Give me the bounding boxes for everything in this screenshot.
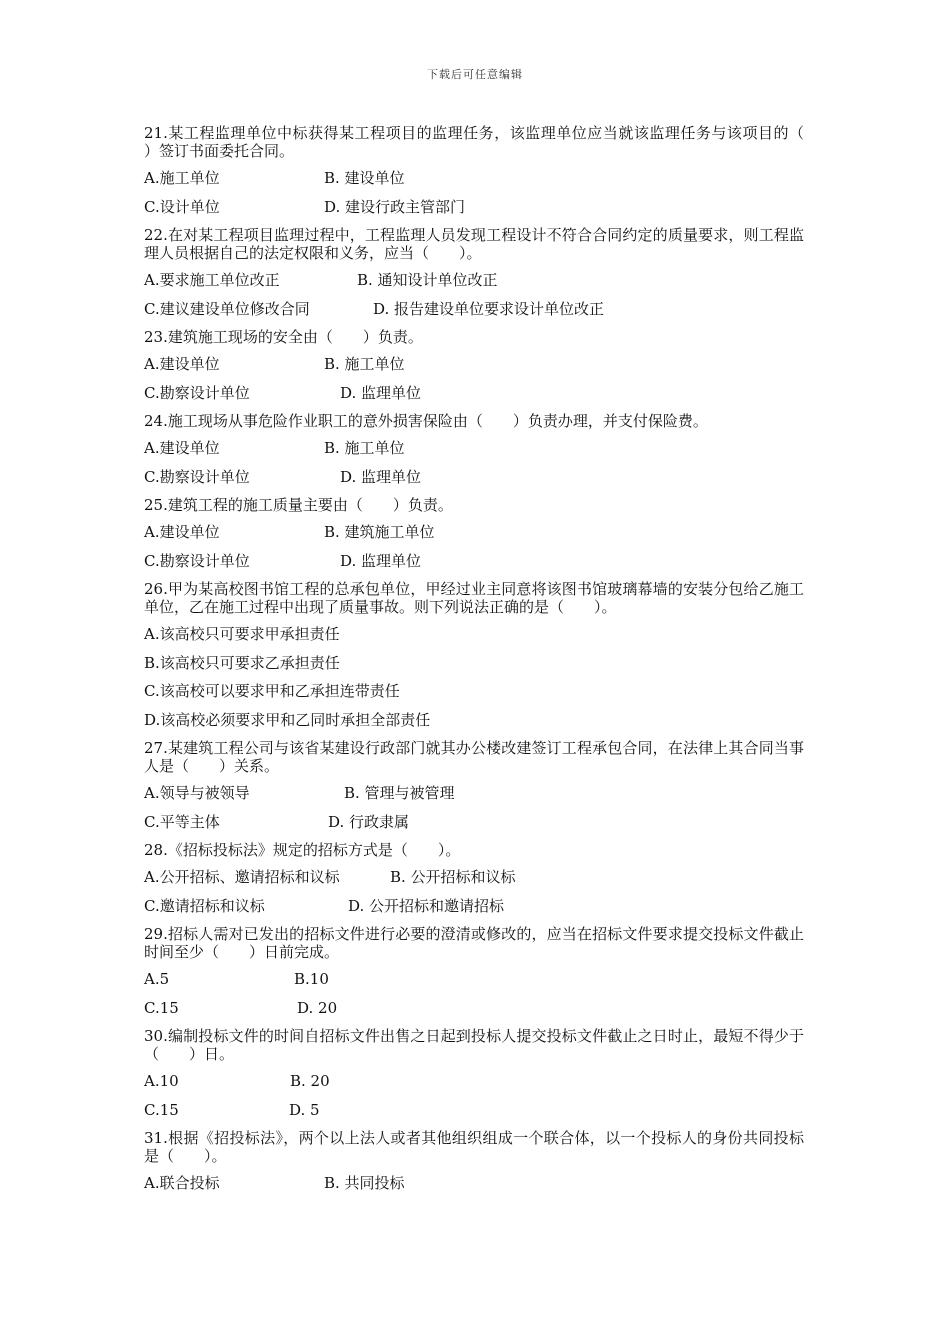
question-text: 31.根据《招投标法》，两个以上法人或者其他组织组成一个联合体，以一个投标人的身份共同投标是（ ）。 [144,1129,804,1165]
option-item: D.该高校必须要求甲和乙同时承担全部责任 [144,710,431,729]
option-row [144,654,804,672]
option-item: D. 报告建设单位要求设计单位改正 [373,299,605,318]
option-item: C.该高校可以要求甲和乙承担连带责任 [144,682,400,700]
option-item: C.15 [144,998,179,1017]
question-text: 30.编制投标文件的时间自招标文件出售之日起到投标人提交投标文件截止之日时止，最短不得少于（ ）日。 [144,1027,804,1063]
question-21 [144,124,835,216]
option-item: B. 共同投标 [324,1174,405,1192]
option-item: B. 公开招标和议标 [390,868,516,886]
question-text: 29.招标人需对已发出的招标文件进行必要的澄清或修改的，应当在招标文件要求提交投标文件截止时间至少（ ）日前完成。 [144,925,804,961]
option-item: B. 施工单位 [324,355,405,373]
option-row [144,1101,804,1119]
option-item: B. 20 [290,1072,330,1090]
option-item: D. 建设行政主管部门 [324,197,466,216]
option-row [144,1174,804,1192]
option-item: B.该高校只可要求乙承担责任 [144,653,340,672]
option-row [144,625,804,643]
option-item: A.公开招标、邀请招标和议标 [144,868,340,886]
option-item: B. 建筑施工单位 [324,523,435,541]
option-item: A.建设单位 [144,439,220,457]
option-item: A.10 [144,1072,179,1090]
question-29 [144,925,804,1017]
option-item: A.施工单位 [144,169,220,187]
option-item: A.联合投标 [144,1174,220,1192]
option-item: B. 通知设计单位改正 [357,271,498,289]
option-row [144,523,804,541]
question-text: 24.施工现场从事危险作业职工的意外损害保险由（ ）负责办理，并支付保险费。 [144,412,708,430]
option-item: B. 管理与被管理 [344,784,455,802]
page-header: 下载后可任意编辑 [427,68,523,81]
question-text: 27.某建筑工程公司与该省某建设行政部门就其办公楼改建签订工程承包合同，在法律上其合同当事人是（ ）关系。 [144,739,804,775]
option-item: D. 行政隶属 [328,812,410,831]
option-item: B.10 [294,970,329,988]
question-text: 28.《招标投标法》规定的招标方式是（ ）。 [144,841,461,859]
option-item: D. 公开招标和邀请招标 [348,896,505,915]
question-22 [144,226,804,318]
question-26 [144,580,804,729]
question-31 [144,1129,804,1192]
option-item: C.15 [144,1100,179,1119]
option-row [144,813,804,831]
option-row [144,711,804,729]
question-list [144,124,835,1203]
option-row [144,355,804,373]
question-30 [144,1027,804,1119]
option-row [144,439,804,457]
question-text: 25.建筑工程的施工质量主要由（ ）负责。 [144,496,453,514]
option-item: B. 施工单位 [324,439,405,457]
option-item: D. 监理单位 [340,467,422,486]
question-28 [144,841,804,915]
option-item: C.平等主体 [144,812,220,831]
option-row [144,784,804,802]
option-item: C.建议建设单位修改合同 [144,299,310,318]
option-item: C.勘察设计单位 [144,551,250,570]
option-row [144,868,804,886]
question-text: 26.甲为某高校图书馆工程的总承包单位，甲经过业主同意将该图书馆玻璃幕墙的安装分包给乙施工单位，乙在施工过程中出现了质量事故。则下列说法正确的是（ ）。 [144,580,804,616]
option-item: A.该高校只可要求甲承担责任 [144,625,340,643]
question-25 [144,496,804,570]
question-text: 22.在对某工程项目监理过程中，工程监理人员发现工程设计不符合合同约定的质量要求，则工程监理人员根据自己的法定权限和义务，应当（ ）。 [144,226,804,262]
option-item: A.建设单位 [144,523,220,541]
option-row [144,970,804,988]
question-23 [144,328,804,402]
option-row [144,897,804,915]
option-row [144,271,804,289]
option-item: A.5 [144,970,170,988]
option-row [144,169,804,187]
question-27 [144,739,804,831]
option-row [144,1072,804,1090]
option-item: A.领导与被领导 [144,784,250,802]
option-item: C.勘察设计单位 [144,467,250,486]
option-item: D. 监理单位 [340,551,422,570]
option-row [144,999,804,1017]
question-text: 21.某工程监理单位中标获得某工程项目的监理任务，该监理单位应当就该监理任务与该项目的（ ）签订书面委托合同。 [144,124,835,160]
option-item: D. 监理单位 [340,383,422,402]
option-item: A.建设单位 [144,355,220,373]
option-item: A.要求施工单位改正 [144,271,280,289]
option-item: C.勘察设计单位 [144,383,250,402]
option-item: D. 5 [289,1100,320,1119]
option-row [144,198,804,216]
option-item: C.邀请招标和议标 [144,896,265,915]
question-text: 23.建筑施工现场的安全由（ ）负责。 [144,328,423,346]
option-row [144,300,804,318]
option-item: D. 20 [297,998,338,1017]
option-item: C.设计单位 [144,197,220,216]
question-24 [144,412,804,486]
option-row [144,384,804,402]
option-row [144,552,804,570]
option-row [144,468,804,486]
option-item: B. 建设单位 [324,169,405,187]
option-row [144,682,804,700]
